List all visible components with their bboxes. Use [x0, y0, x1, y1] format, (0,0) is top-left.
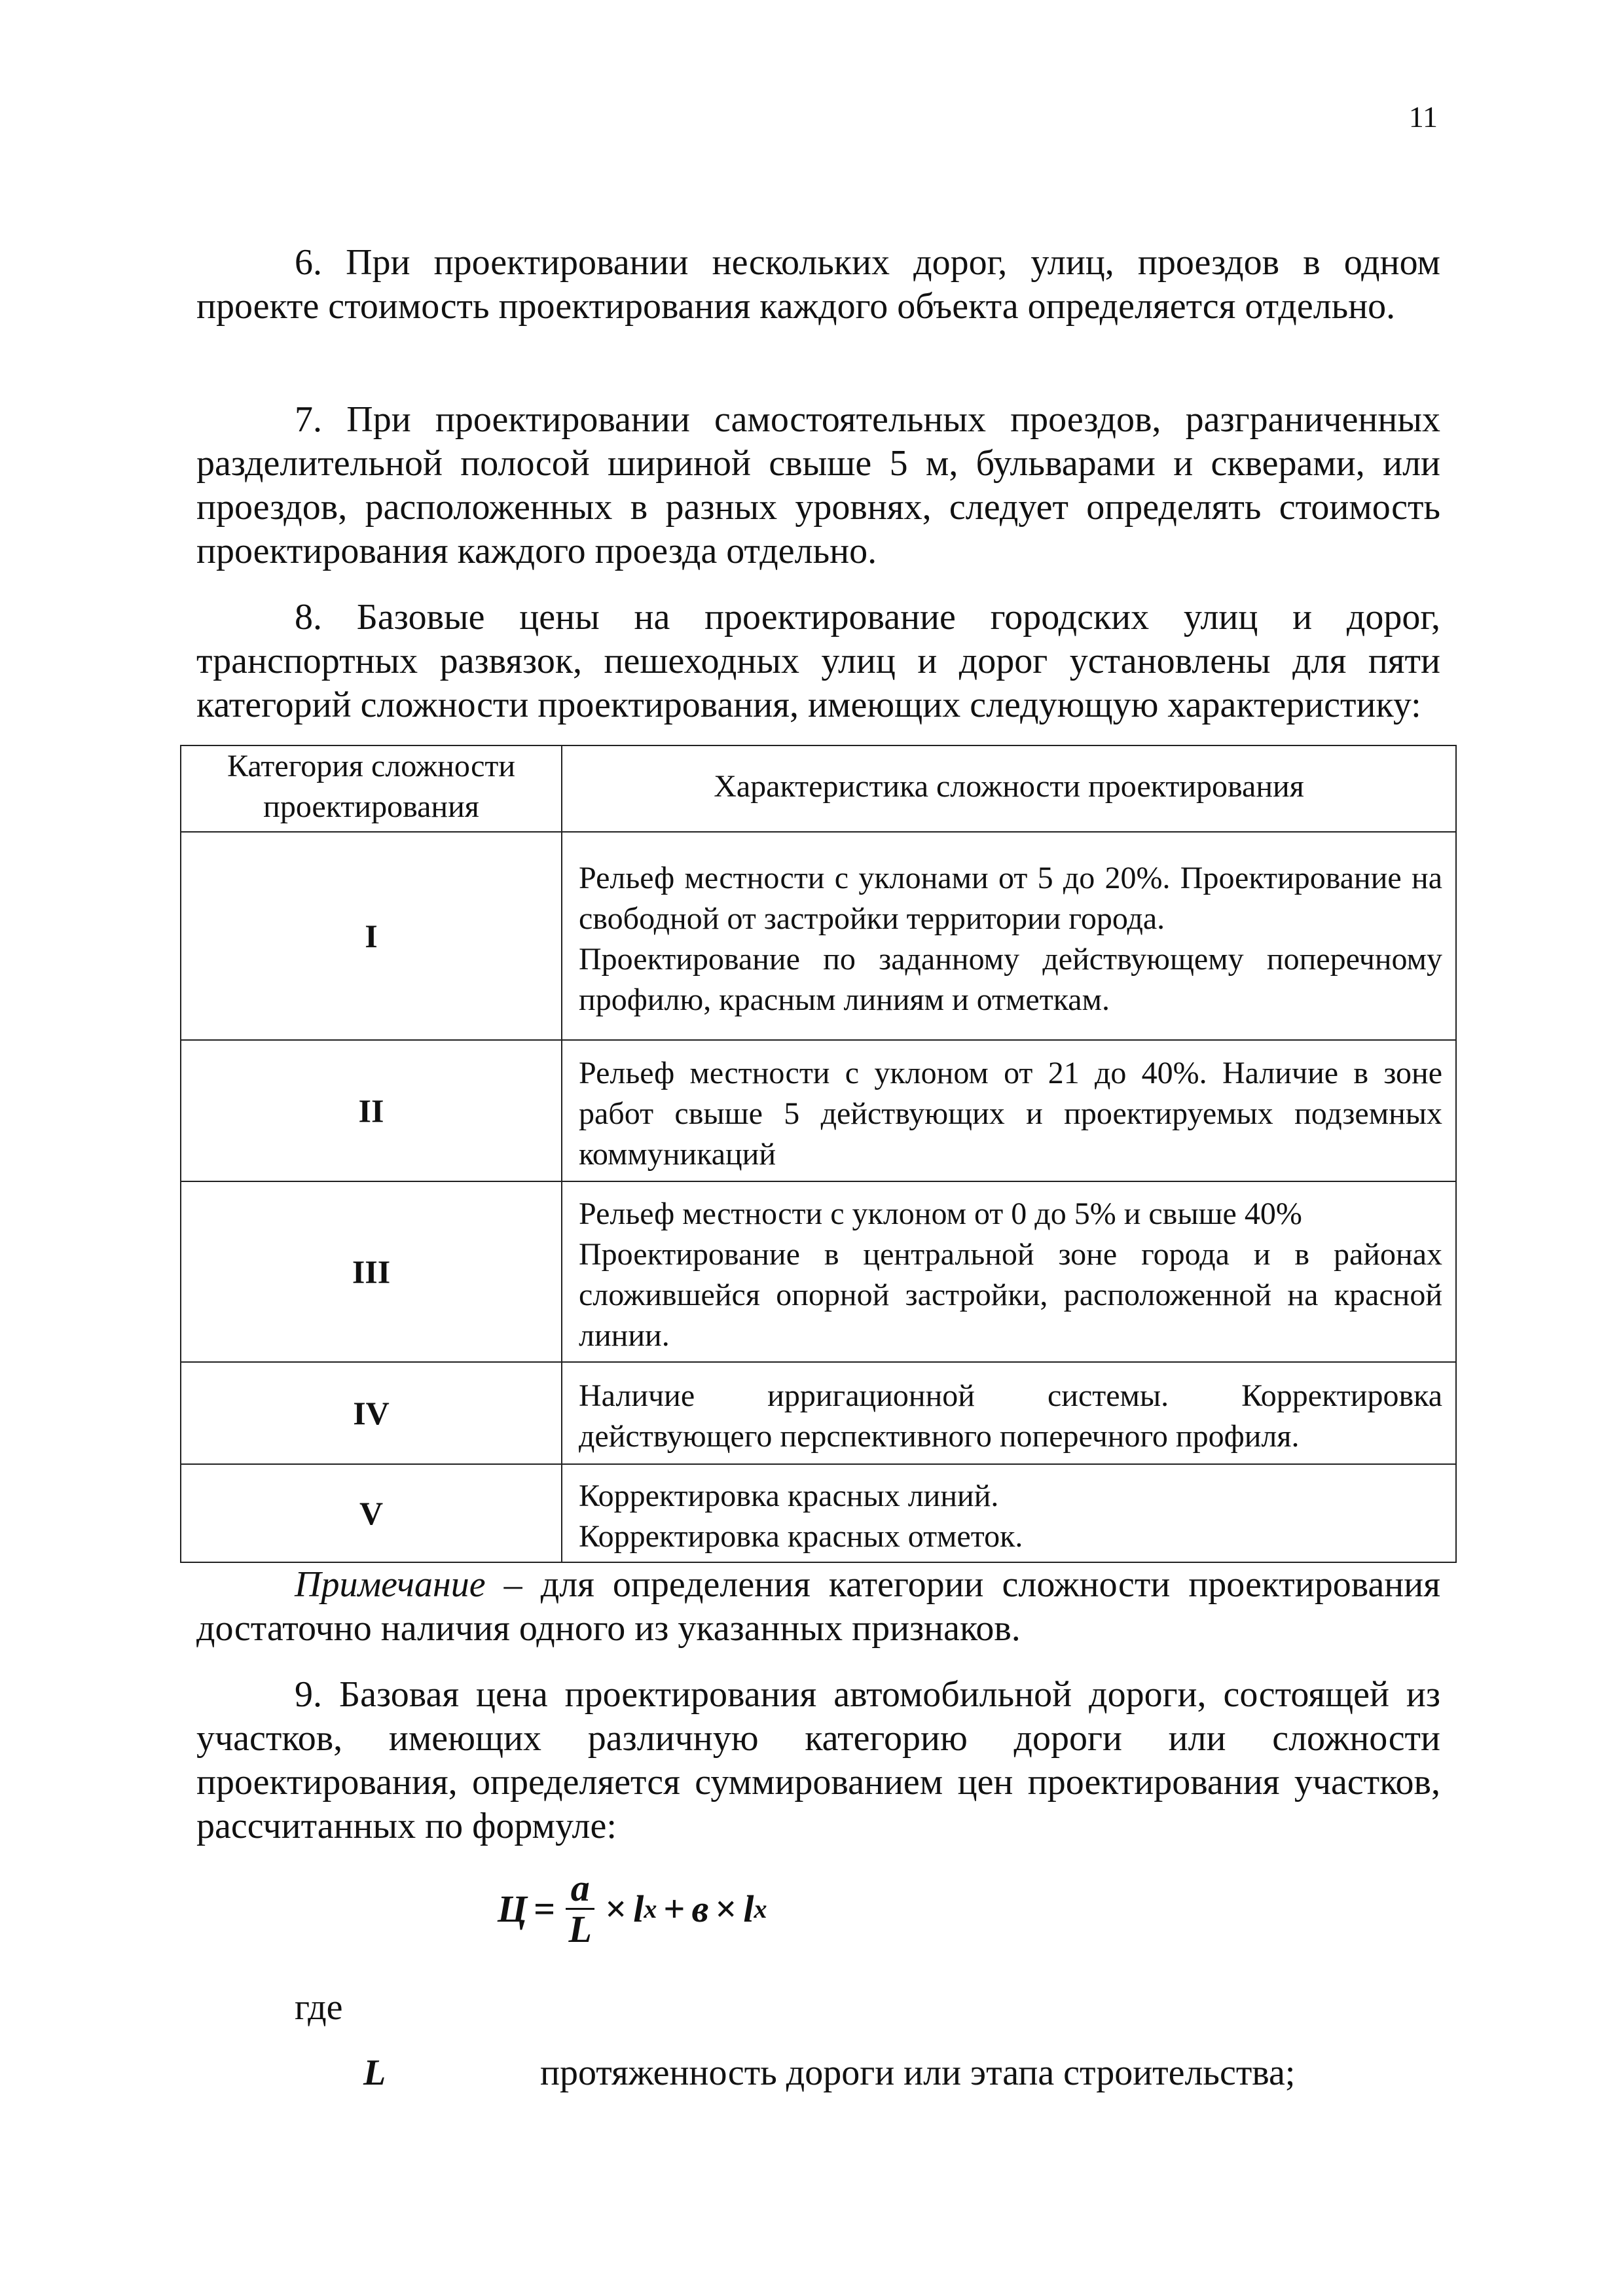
- note-text: – для определения категории сложности проектирования достаточно наличия одного из указанных признаков.: [196, 1564, 1440, 1649]
- category-cell: V: [181, 1464, 562, 1562]
- characteristic-cell: [562, 1040, 1456, 1181]
- table-header-row: [181, 745, 1456, 832]
- characteristic-cell: [562, 1362, 1456, 1464]
- complexity-table: [180, 745, 1457, 1563]
- characteristic-line: Корректировка красных линий.: [579, 1479, 999, 1513]
- characteristic-line: Рельеф местности с уклоном от 21 до 40%. Наличие в зоне работ свыше 5 действующих и проектируемых подземных коммуникаций: [579, 1056, 1442, 1172]
- paragraph-9: 9. Базовая цена проектирования автомобильной дороги, состоящей из участков, имеющих различную категорию дороги или сложности проектирования, определяется суммированием цен проектирования участков, рассчитанных по формуле:: [196, 1674, 1440, 1846]
- formula-times: ×: [605, 1888, 627, 1930]
- category-cell: III: [181, 1181, 562, 1362]
- characteristic-line: Корректировка красных отметок.: [579, 1519, 1023, 1554]
- page-number: 11: [1408, 100, 1438, 134]
- formula-l: l: [633, 1888, 644, 1930]
- characteristic-line: Проектирование в центральной зоне города и в районах сложившейся опорной застройки, расположенной на красной линии.: [579, 1237, 1442, 1353]
- table-row: [181, 832, 1456, 1040]
- table-row: [181, 1040, 1456, 1181]
- characteristic-cell: [562, 1464, 1456, 1562]
- definition-text: протяженность дороги или этапа строительства;: [540, 2053, 1296, 2093]
- where-label: где: [295, 1987, 343, 2028]
- table-note: [196, 1563, 1440, 1651]
- characteristic-line: Рельеф местности с уклонами от 5 до 20%. Проектирование на свободной от застройки территории города.: [579, 861, 1442, 936]
- formula-plus: +: [663, 1888, 685, 1930]
- formula-numerator: a: [570, 1867, 590, 1909]
- formula-fraction: [566, 1869, 594, 1949]
- category-cell: II: [181, 1040, 562, 1181]
- formula-subscript-x: x: [754, 1894, 767, 1924]
- paragraph-8: 8. Базовые цены на проектирование городских улиц и дорог, транспортных развязок, пешеходных улиц и дорог установлены для пяти категорий сложности проектирования, имеющих следующую характеристику:: [196, 597, 1440, 725]
- characteristic-cell: [562, 1181, 1456, 1362]
- characteristic-line: Рельеф местности с уклоном от 0 до 5% и свыше 40%: [579, 1196, 1302, 1231]
- header-characteristic: Характеристика сложности проектирования: [562, 745, 1456, 832]
- characteristic-line: Наличие ирригационной системы. Корректировка действующего перспективного поперечного профиля.: [579, 1378, 1442, 1454]
- note-label: Примечание: [295, 1564, 486, 1605]
- characteristic-cell: [562, 832, 1456, 1040]
- table-row: [181, 1362, 1456, 1464]
- definition-symbol: L: [363, 2053, 386, 2093]
- table-row: [181, 1464, 1456, 1562]
- formula-b: в: [691, 1888, 709, 1930]
- paragraph-6: 6. При проектировании нескольких дорог, улиц, проездов в одном проекте стоимость проектирования каждого объекта определяется отдельно.: [196, 242, 1440, 327]
- formula-equals: =: [534, 1888, 556, 1930]
- category-cell: IV: [181, 1362, 562, 1464]
- table-row: [181, 1181, 1456, 1362]
- formula-l: l: [743, 1888, 754, 1930]
- formula-lhs: Ц: [498, 1888, 528, 1930]
- price-formula: [498, 1869, 767, 1949]
- formula-subscript-x: x: [644, 1894, 657, 1924]
- formula-times: ×: [715, 1888, 737, 1930]
- header-category: Категория сложности проектирования: [181, 745, 562, 832]
- characteristic-line: Проектирование по заданному действующему поперечному профилю, красным линиям и отметкам.: [579, 942, 1442, 1017]
- category-cell: I: [181, 832, 562, 1040]
- paragraph-7: 7. При проектировании самостоятельных проездов, разграниченных разделительной полосой шириной свыше 5 м, бульварами и скверами, или проездов, расположенных в разных уровнях, следует определять стоимость проектирования каждого проезда отдельно.: [196, 399, 1440, 571]
- formula-denominator: L: [568, 1908, 592, 1950]
